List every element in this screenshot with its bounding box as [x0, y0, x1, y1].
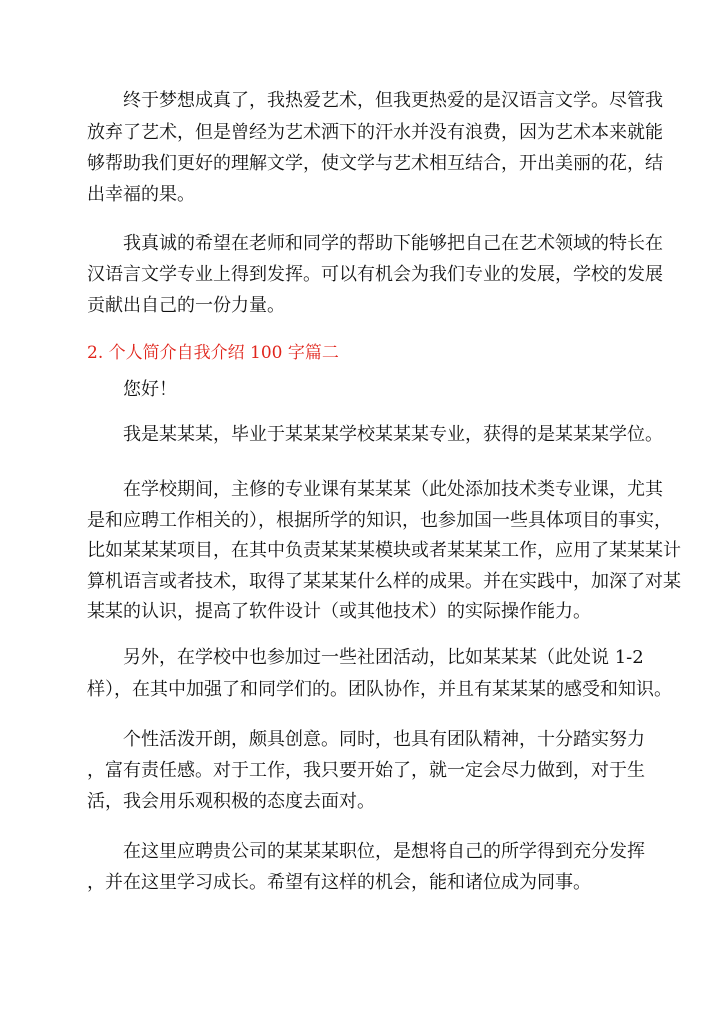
- text-line: 贡献出自己的一份力量。: [87, 295, 285, 316]
- greeting: 您好！: [123, 379, 177, 400]
- text-line: 个性活泼开朗，颇具创意。同时，也具有团队精神，十分踏实努力: [123, 729, 645, 750]
- text-line: 算机语言或者技术，取得了某某某什么样的成果。并在实践中，加深了对某: [87, 571, 681, 592]
- text-line: ，并在这里学习成长。希望有这样的机会，能和诸位成为同事。: [87, 872, 591, 893]
- text-line: 是和应聘工作相关的），根据所学的知识，也参加国一些具体项目的事实，: [87, 510, 672, 531]
- text-line: 终于梦想成真了，我热爱艺术，但我更热爱的是汉语言文学。尽管我: [123, 90, 663, 111]
- text-line: 样），在其中加强了和同学们的。团队协作，并且有某某某的感受和知识。: [87, 679, 672, 700]
- text-line: 汉语言文学专业上得到发挥。可以有机会为我们专业的发展，学校的发展: [87, 264, 663, 285]
- text-line: 在学校期间，主修的专业课有某某某（此处添加技术类专业课，尤其: [123, 479, 663, 500]
- text-line: 某某的认识，提高了软件设计（或其他技术）的实际操作能力。: [87, 601, 591, 622]
- text-line: 在这里应聘贵公司的某某某职位，是想将自己的所学得到充分发挥: [123, 841, 645, 862]
- paragraph-3: 我是某某某，毕业于某某某学校某某某专业，获得的是某某某学位。: [123, 424, 663, 445]
- text-line: 放弃了艺术，但是曾经为艺术洒下的汗水并没有浪费，因为艺术本来就能: [87, 122, 663, 143]
- text-line: 出幸福的果。: [87, 184, 195, 205]
- section-heading: 2. 个人简介自我介绍 100 字篇二: [87, 343, 339, 363]
- text-line: 我真诚的希望在老师和同学的帮助下能够把自己在艺术领域的特长在: [123, 233, 663, 254]
- text-line: 够帮助我们更好的理解文学，使文学与艺术相互结合，开出美丽的花，结: [87, 153, 663, 174]
- text-line: 另外，在学校中也参加过一些社团活动，比如某某某（此处说 1-2: [123, 647, 644, 668]
- text-line: 比如某某某项目，在其中负责某某某模块或者某某某工作，应用了某某某计: [87, 540, 681, 561]
- text-line: ，富有责任感。对于工作，我只要开始了，就一定会尽力做到，对于生: [87, 760, 645, 781]
- text-line: 活，我会用乐观积极的态度去面对。: [87, 791, 375, 812]
